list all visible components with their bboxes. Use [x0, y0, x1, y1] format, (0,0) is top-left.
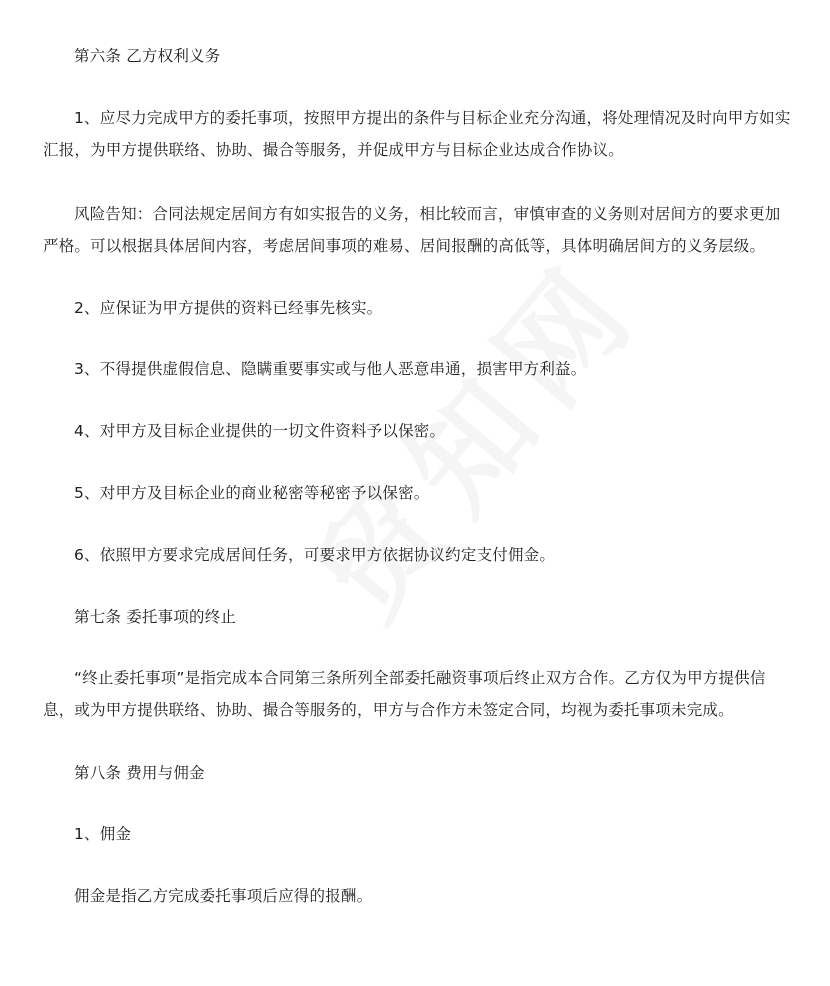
paragraph: 1、应尽力完成甲方的委托事项，按照甲方提出的条件与目标企业充分沟通，将处理情况及时向甲方如实汇报，为甲方提供联络、协助、撮合等服务，并促成甲方与目标企业达成合作协议。	[43, 109, 791, 159]
paragraph: 2、应保证为甲方提供的资料已经事先核实。	[74, 299, 383, 317]
section-heading-7: 第七条 委托事项的终止	[74, 608, 237, 626]
paragraph: 1、佣金	[74, 825, 132, 843]
paragraph: 5、对甲方及目标企业的商业秘密等秘密予以保密。	[74, 484, 430, 502]
section-heading-6: 第六条 乙方权利义务	[74, 47, 221, 65]
paragraph: “终止委托事项”是指完成本合同第三条所列全部委托融资事项后终止双方合作。乙方仅为甲方提供信息，或为甲方提供联络、协助、撮合等服务的，甲方与合作方未签定合同，均视为委托事项未完成。	[43, 669, 766, 719]
paragraph: 4、对甲方及目标企业提供的一切文件资料予以保密。	[74, 422, 446, 440]
paragraph: 6、依照甲方要求完成居间任务，可要求甲方依据协议约定支付佣金。	[74, 546, 556, 564]
paragraph-risk-notice: 风险告知：合同法规定居间方有如实报告的义务，相比较而言，审慎审查的义务则对居间方的要求更加严格。可以根据具体居间内容，考虑居间事项的难易、居间报酬的高低等，具体明确居间方的义务层级。	[43, 205, 781, 255]
section-heading-8: 第八条 费用与佣金	[74, 764, 205, 782]
paragraph: 3、不得提供虚假信息、隐瞒重要事实或与他人恶意串通，损害甲方利益。	[74, 360, 587, 378]
paragraph: 佣金是指乙方完成委托事项后应得的报酬。	[74, 887, 373, 905]
